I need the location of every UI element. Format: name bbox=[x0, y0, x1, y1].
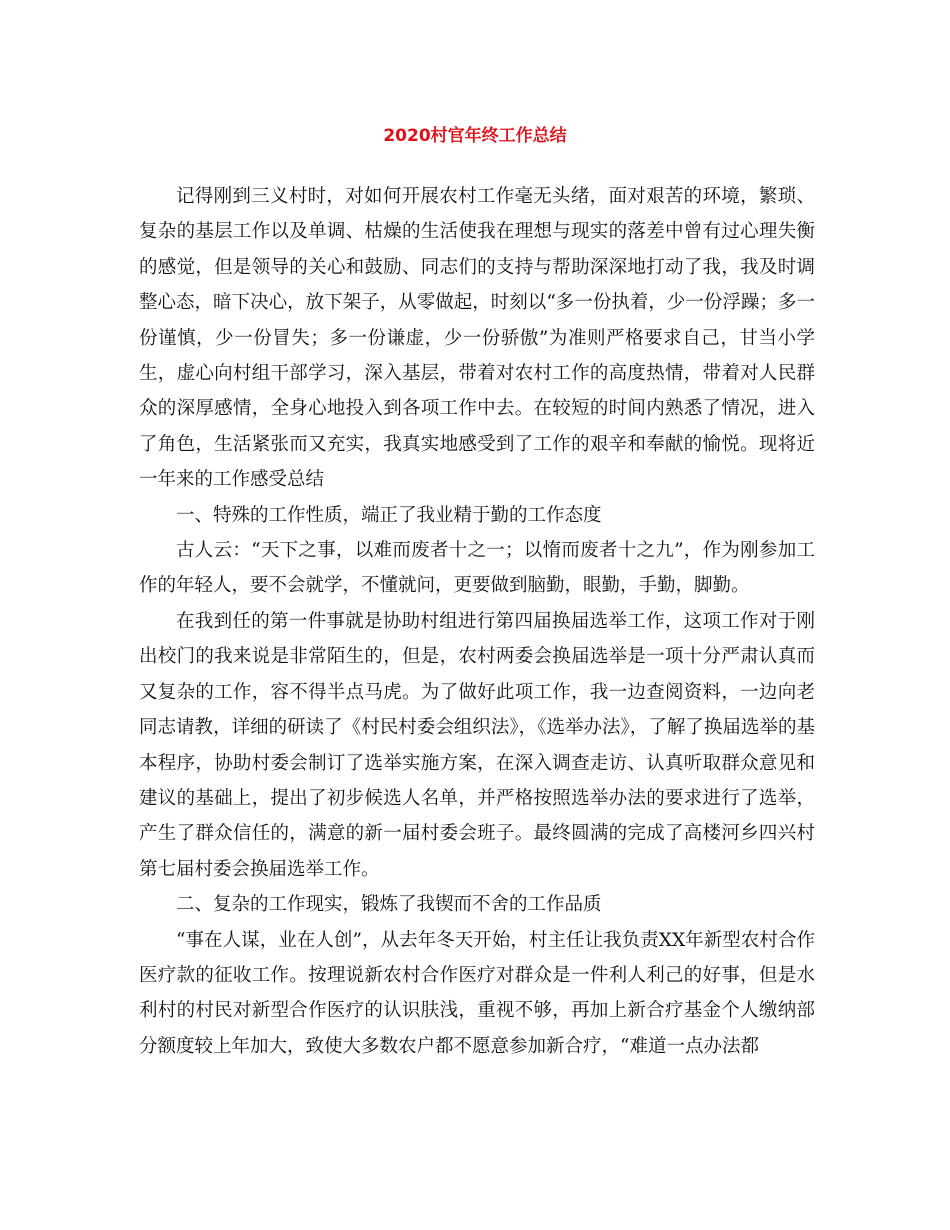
paragraph-quote: 古人云：“天下之事，以难而废者十之一；以惰而废者十之九”，作为刚参加工作的年轻人，要不会就学，不懂就问，更要做到脑勤，眼勤，手勤，脚勤。 bbox=[139, 540, 815, 597]
paragraph-election: 在我到任的第一件事就是协助村组进行第四届换届选举工作，这项工作对于刚出校门的我来说是非常陌生的，但是，农村两委会换届选举是一项十分严肃认真而又复杂的工作，容不得半点马虎。为了做好此项工作，我一边查阅资料，一边向老同志请教，详细的研读了《村民村委会组织法》，《选举办法》，了解了换届选举的基本程序，协助村委会制订了选举实施方案，在深入调查走访、认真听取群众意见和建议的基础上，提出了初步候选人名单，并严格按照选举办法的要求进行了选举，产生了群众信任的，满意的新一届村委会班子。最终圆满的完成了高楼河乡四兴村第七届村委会换届选举工作。 bbox=[139, 610, 815, 880]
document-title: 2020村官年终工作总结 bbox=[383, 126, 567, 146]
section-heading-1: 一、特殊的工作性质，端正了我业精于勤的工作态度 bbox=[176, 504, 602, 526]
paragraph-medical: “事在人谋，业在人创”，从去年冬天开始，村主任让我负责XX年新型农村合作医疗款的征收工作。按理说新农村合作医疗对群众是一件利人利己的好事，但是水利村的村民对新型合作医疗的认识肤浅，重视不够，再加上新合疗基金个人缴纳部分额度较上年加大，致使大多数农户都不愿意参加新合疗，“难道一点办法都 bbox=[139, 929, 815, 1057]
section-heading-2: 二、复杂的工作现实，锻炼了我锲而不舍的工作品质 bbox=[176, 894, 602, 916]
document-body bbox=[139, 179, 815, 1064]
paragraph-intro: 记得刚到三义村时，对如何开展农村工作毫无头绪，面对艰苦的环境，繁琐、复杂的基层工作以及单调、枯燥的生活使我在理想与现实的落差中曾有过心理失衡的感觉，但是领导的关心和鼓励、同志们的支持与帮助深深地打动了我，我及时调整心态，暗下决心，放下架子，从零做起，时刻以“多一份执着，少一份浮躁；多一份谨慎，少一份冒失；多一份谦虚，少一份骄傲”为准则严格要求自己，甘当小学生，虚心向村组干部学习，深入基层，带着对农村工作的高度热情，带着对人民群众的深厚感情，全身心地投入到各项工作中去。在较短的时间内熟悉了情况，进入了角色，生活紧张而又充实，我真实地感受到了工作的艰辛和奉献的愉悦。现将近一年来的工作感受总结 bbox=[139, 186, 815, 491]
